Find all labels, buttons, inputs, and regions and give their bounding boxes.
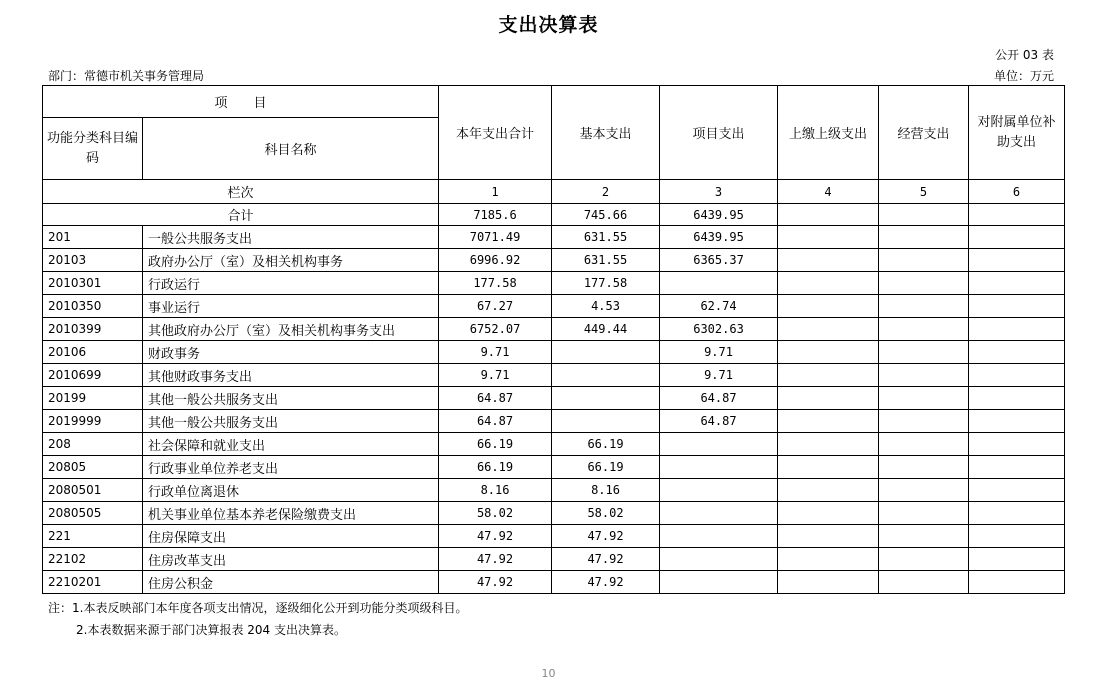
row-value	[778, 571, 879, 594]
row-name: 住房公积金	[143, 571, 439, 594]
row-value	[969, 364, 1065, 387]
column-index: 3	[660, 180, 778, 204]
row-value: 177.58	[439, 272, 552, 295]
row-value	[879, 525, 969, 548]
row-value	[879, 548, 969, 571]
row-code: 208	[43, 433, 143, 456]
row-value: 64.87	[660, 387, 778, 410]
row-value: 64.87	[439, 410, 552, 433]
table-row	[43, 479, 1065, 502]
header-subsidy: 对附属单位补助支出	[969, 86, 1065, 180]
row-value: 6439.95	[660, 226, 778, 249]
row-value	[879, 295, 969, 318]
row-value	[879, 272, 969, 295]
row-value	[778, 226, 879, 249]
total-value	[969, 204, 1065, 226]
table-row	[43, 387, 1065, 410]
row-value: 177.58	[552, 272, 660, 295]
row-value	[879, 571, 969, 594]
row-value: 6752.07	[439, 318, 552, 341]
row-value	[879, 249, 969, 272]
total-label: 合计	[43, 204, 439, 226]
row-value	[879, 341, 969, 364]
row-value	[969, 387, 1065, 410]
expenditure-table	[42, 85, 1065, 594]
header-project: 项目支出	[660, 86, 778, 180]
table-row	[43, 456, 1065, 479]
row-value: 6302.63	[660, 318, 778, 341]
column-index: 4	[778, 180, 879, 204]
table-row	[43, 364, 1065, 387]
page-title: 支出决算表	[498, 14, 599, 36]
table-row	[43, 318, 1065, 341]
row-name: 行政运行	[143, 272, 439, 295]
table-row	[43, 571, 1065, 594]
row-value	[778, 272, 879, 295]
row-value	[969, 318, 1065, 341]
row-value	[552, 387, 660, 410]
row-value	[969, 341, 1065, 364]
header-total: 本年支出合计	[439, 86, 552, 180]
row-name: 机关事业单位基本养老保险缴费支出	[143, 502, 439, 525]
row-value	[879, 318, 969, 341]
row-code: 2019999	[43, 410, 143, 433]
row-value	[552, 341, 660, 364]
row-name: 财政事务	[143, 341, 439, 364]
row-name: 行政事业单位养老支出	[143, 456, 439, 479]
row-value	[660, 456, 778, 479]
table-row	[43, 295, 1065, 318]
row-value	[660, 479, 778, 502]
table-row	[43, 341, 1065, 364]
row-value	[879, 387, 969, 410]
row-value	[778, 433, 879, 456]
column-index: 2	[552, 180, 660, 204]
row-value	[778, 341, 879, 364]
row-value	[778, 364, 879, 387]
row-value	[879, 502, 969, 525]
row-value	[778, 525, 879, 548]
row-value	[879, 456, 969, 479]
row-value	[660, 525, 778, 548]
row-name: 政府办公厅（室）及相关机构事务	[143, 249, 439, 272]
table-number: 公开 03 表	[995, 48, 1054, 62]
row-code: 2010399	[43, 318, 143, 341]
row-name: 一般公共服务支出	[143, 226, 439, 249]
row-value	[969, 249, 1065, 272]
header-item: 项 目	[43, 86, 439, 118]
total-value	[879, 204, 969, 226]
header-name: 科目名称	[143, 118, 439, 180]
row-name: 其他政府办公厅（室）及相关机构事务支出	[143, 318, 439, 341]
row-code: 20805	[43, 456, 143, 479]
row-value	[778, 548, 879, 571]
row-value: 67.27	[439, 295, 552, 318]
row-value: 64.87	[439, 387, 552, 410]
row-value	[778, 410, 879, 433]
row-value: 9.71	[660, 364, 778, 387]
row-name: 其他一般公共服务支出	[143, 387, 439, 410]
header-code: 功能分类科目编码	[43, 118, 143, 180]
row-value: 47.92	[439, 571, 552, 594]
row-value: 47.92	[439, 525, 552, 548]
row-value	[879, 410, 969, 433]
row-value	[969, 479, 1065, 502]
row-value: 66.19	[552, 456, 660, 479]
table-row	[43, 272, 1065, 295]
row-value	[969, 433, 1065, 456]
row-code: 2010350	[43, 295, 143, 318]
table-row	[43, 410, 1065, 433]
table-row	[43, 548, 1065, 571]
row-value	[660, 433, 778, 456]
row-value: 47.92	[552, 525, 660, 548]
row-code: 20199	[43, 387, 143, 410]
column-index: 1	[439, 180, 552, 204]
table-row	[43, 226, 1065, 249]
total-value: 7185.6	[439, 204, 552, 226]
row-name: 行政单位离退休	[143, 479, 439, 502]
header-business: 经营支出	[879, 86, 969, 180]
footnote-2: 2.本表数据来源于部门决算报表 204 支出决算表。	[76, 623, 346, 637]
row-value: 66.19	[439, 456, 552, 479]
row-value: 66.19	[439, 433, 552, 456]
row-value: 449.44	[552, 318, 660, 341]
row-value: 4.53	[552, 295, 660, 318]
row-name: 其他财政事务支出	[143, 364, 439, 387]
row-value	[778, 295, 879, 318]
row-value: 9.71	[439, 364, 552, 387]
column-index: 6	[969, 180, 1065, 204]
row-value	[778, 456, 879, 479]
row-value	[879, 226, 969, 249]
row-code: 20103	[43, 249, 143, 272]
row-value	[969, 525, 1065, 548]
row-value	[660, 502, 778, 525]
row-value: 47.92	[552, 548, 660, 571]
row-code: 20106	[43, 341, 143, 364]
table-row	[43, 502, 1065, 525]
row-code: 2010699	[43, 364, 143, 387]
row-name: 事业运行	[143, 295, 439, 318]
column-index-row	[43, 180, 1065, 204]
row-value	[969, 502, 1065, 525]
row-name: 住房保障支出	[143, 525, 439, 548]
row-value	[778, 318, 879, 341]
page-number: 10	[541, 667, 556, 680]
row-value	[660, 272, 778, 295]
row-value: 8.16	[439, 479, 552, 502]
header-basic: 基本支出	[552, 86, 660, 180]
row-code: 2210201	[43, 571, 143, 594]
row-value	[660, 548, 778, 571]
row-value	[879, 479, 969, 502]
column-index: 5	[879, 180, 969, 204]
header-upper: 上缴上级支出	[778, 86, 879, 180]
row-value: 7071.49	[439, 226, 552, 249]
row-value	[778, 387, 879, 410]
row-value	[969, 456, 1065, 479]
row-name: 住房改革支出	[143, 548, 439, 571]
table-row	[43, 525, 1065, 548]
row-value	[778, 479, 879, 502]
row-value	[969, 548, 1065, 571]
row-value: 66.19	[552, 433, 660, 456]
row-value: 631.55	[552, 249, 660, 272]
row-value	[969, 226, 1065, 249]
total-value	[778, 204, 879, 226]
table-row	[43, 433, 1065, 456]
row-value: 47.92	[439, 548, 552, 571]
table-row	[43, 249, 1065, 272]
row-value	[778, 502, 879, 525]
row-value: 9.71	[660, 341, 778, 364]
total-value: 745.66	[552, 204, 660, 226]
row-name: 社会保障和就业支出	[143, 433, 439, 456]
row-value	[969, 295, 1065, 318]
row-value: 631.55	[552, 226, 660, 249]
row-code: 22102	[43, 548, 143, 571]
row-value: 62.74	[660, 295, 778, 318]
row-code: 221	[43, 525, 143, 548]
unit-label: 单位：万元	[993, 69, 1054, 83]
row-code: 2080505	[43, 502, 143, 525]
row-value	[969, 571, 1065, 594]
row-value: 6365.37	[660, 249, 778, 272]
row-value: 6996.92	[439, 249, 552, 272]
row-value	[969, 272, 1065, 295]
row-value	[552, 410, 660, 433]
row-value	[879, 364, 969, 387]
department-label: 部门：常德市机关事务管理局	[48, 69, 205, 83]
row-value: 58.02	[439, 502, 552, 525]
total-row	[43, 204, 1065, 226]
row-value: 58.02	[552, 502, 660, 525]
row-value: 9.71	[439, 341, 552, 364]
footnote-1: 注：1.本表反映部门本年度各项支出情况，逐级细化公开到功能分类项级科目。	[48, 601, 468, 615]
row-code: 2010301	[43, 272, 143, 295]
row-code: 2080501	[43, 479, 143, 502]
total-value: 6439.95	[660, 204, 778, 226]
row-value	[552, 364, 660, 387]
row-value	[778, 249, 879, 272]
row-name: 其他一般公共服务支出	[143, 410, 439, 433]
row-value	[969, 410, 1065, 433]
row-value: 47.92	[552, 571, 660, 594]
row-value: 64.87	[660, 410, 778, 433]
row-code: 201	[43, 226, 143, 249]
row-value: 8.16	[552, 479, 660, 502]
row-value	[660, 571, 778, 594]
row-value	[879, 433, 969, 456]
column-index-label: 栏次	[43, 180, 439, 204]
